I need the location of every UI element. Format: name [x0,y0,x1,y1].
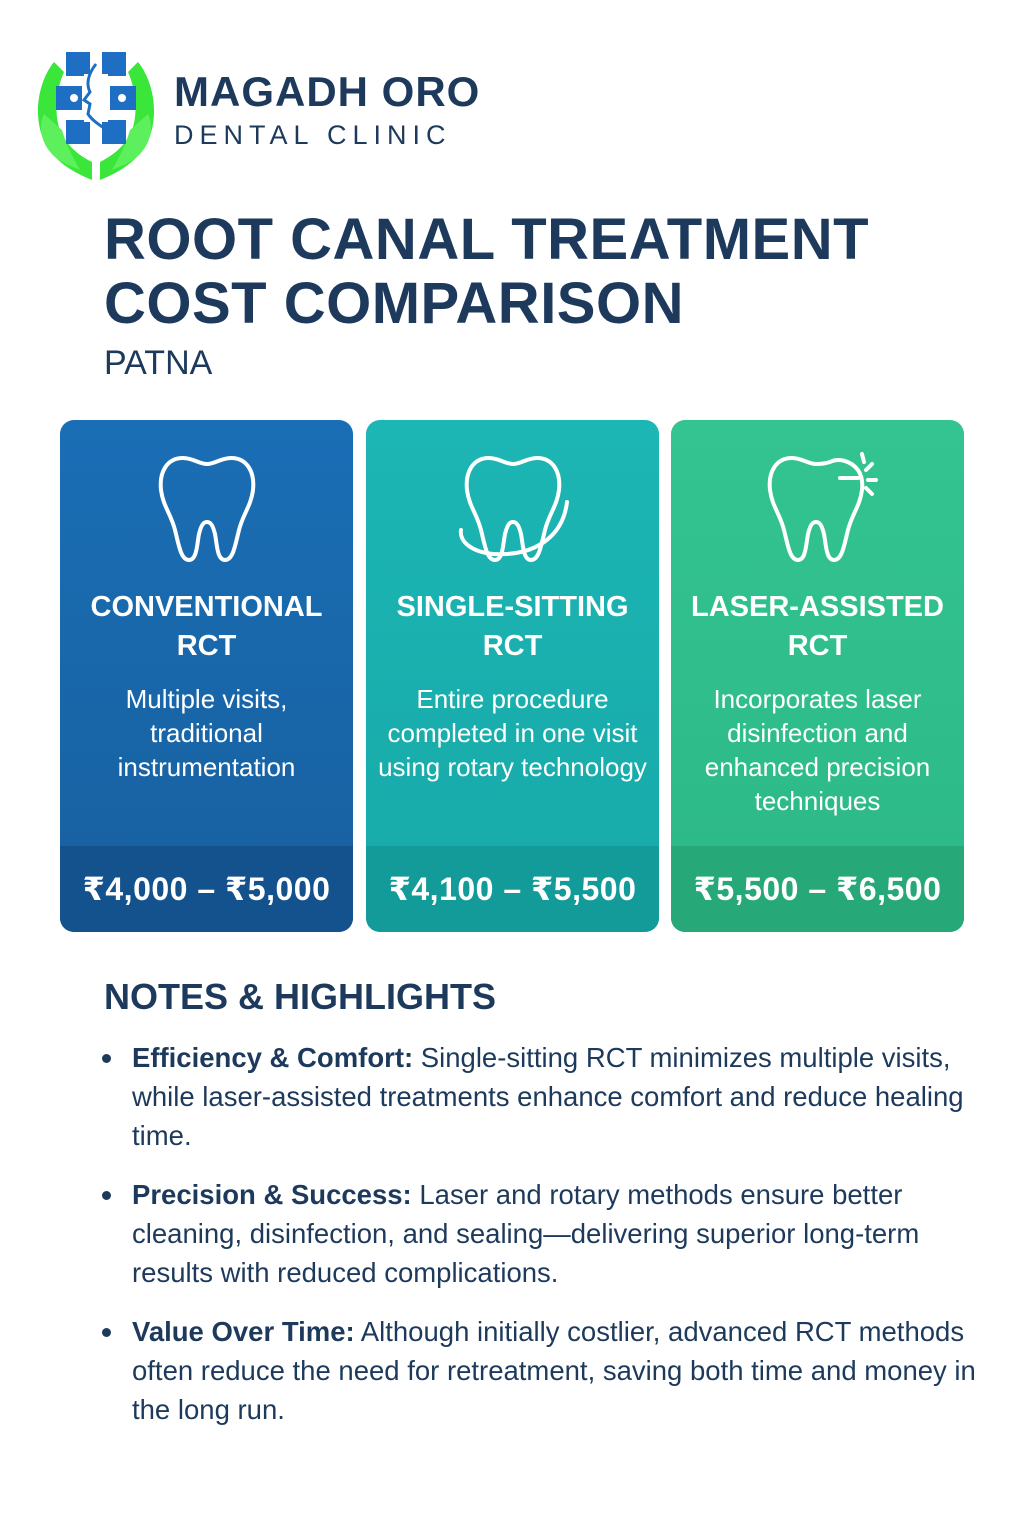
card-title-line-2: RCT [787,630,848,662]
location-subtitle: PATNA [104,344,213,382]
note-label: Precision & Success: [132,1179,412,1210]
note-text: Single-sitting RCT minimizes multiple visits, while laser-assisted treatments enhance comfort and reduce healing time. [132,1042,964,1151]
note-label: Value Over Time: [132,1316,355,1347]
note-label: Efficiency & Comfort: [132,1042,414,1073]
note-text: Although initially costlier, advanced RCT methods often reduce the need for retreatment, saving both time and money in the long run. [132,1316,976,1425]
tooth-laser-icon [671,450,964,570]
bullet-icon [102,1054,111,1063]
logo-hands-icon [26,44,166,184]
card-laser-assisted-rct [671,420,964,932]
title-line-1: ROOT CANAL TREATMENT [104,207,870,272]
brand-name: MAGADH ORO [174,68,481,115]
header [26,44,726,184]
card-title [68,588,345,666]
bullet-icon [102,1328,111,1337]
bullet-icon [102,1191,111,1200]
card-price: ₹4,000 – ₹5,000 [60,846,353,932]
card-title [679,588,956,666]
list-item [100,1038,980,1155]
card-title-line-1: CONVENTIONAL [90,591,323,623]
notes-list [100,1038,980,1449]
card-description: Entire procedure completed in one visit using rotary technology [378,684,647,782]
tooth-icon [60,450,353,570]
clinic-logo [26,44,166,184]
title-line-2: COST COMPARISON [104,271,684,336]
treatment-cards [60,420,964,934]
tooth-rotary-icon [366,450,659,570]
card-price: ₹5,500 – ₹6,500 [671,846,964,932]
notes-heading: NOTES & HIGHLIGHTS [104,976,497,1017]
card-conventional-rct [60,420,353,932]
page-title [104,208,984,336]
card-single-sitting-rct [366,420,659,932]
note-text: Laser and rotary methods ensure better cleaning, disinfection, and sealing—delivering superior long-term results with reduced complications. [132,1179,920,1288]
card-description: Multiple visits, traditional instrumentation [117,684,296,782]
card-title [374,588,651,666]
list-item [100,1175,980,1292]
card-description: Incorporates laser disinfection and enhanced precision techniques [704,684,931,816]
card-title-line-2: RCT [176,630,237,662]
card-title-line-2: RCT [482,630,543,662]
brand-subtitle: DENTAL CLINIC [174,120,452,150]
card-title-line-1: LASER-ASSISTED [691,591,944,623]
list-item [100,1312,980,1429]
card-title-line-1: SINGLE-SITTING [396,591,629,623]
card-price: ₹4,100 – ₹5,500 [366,846,659,932]
